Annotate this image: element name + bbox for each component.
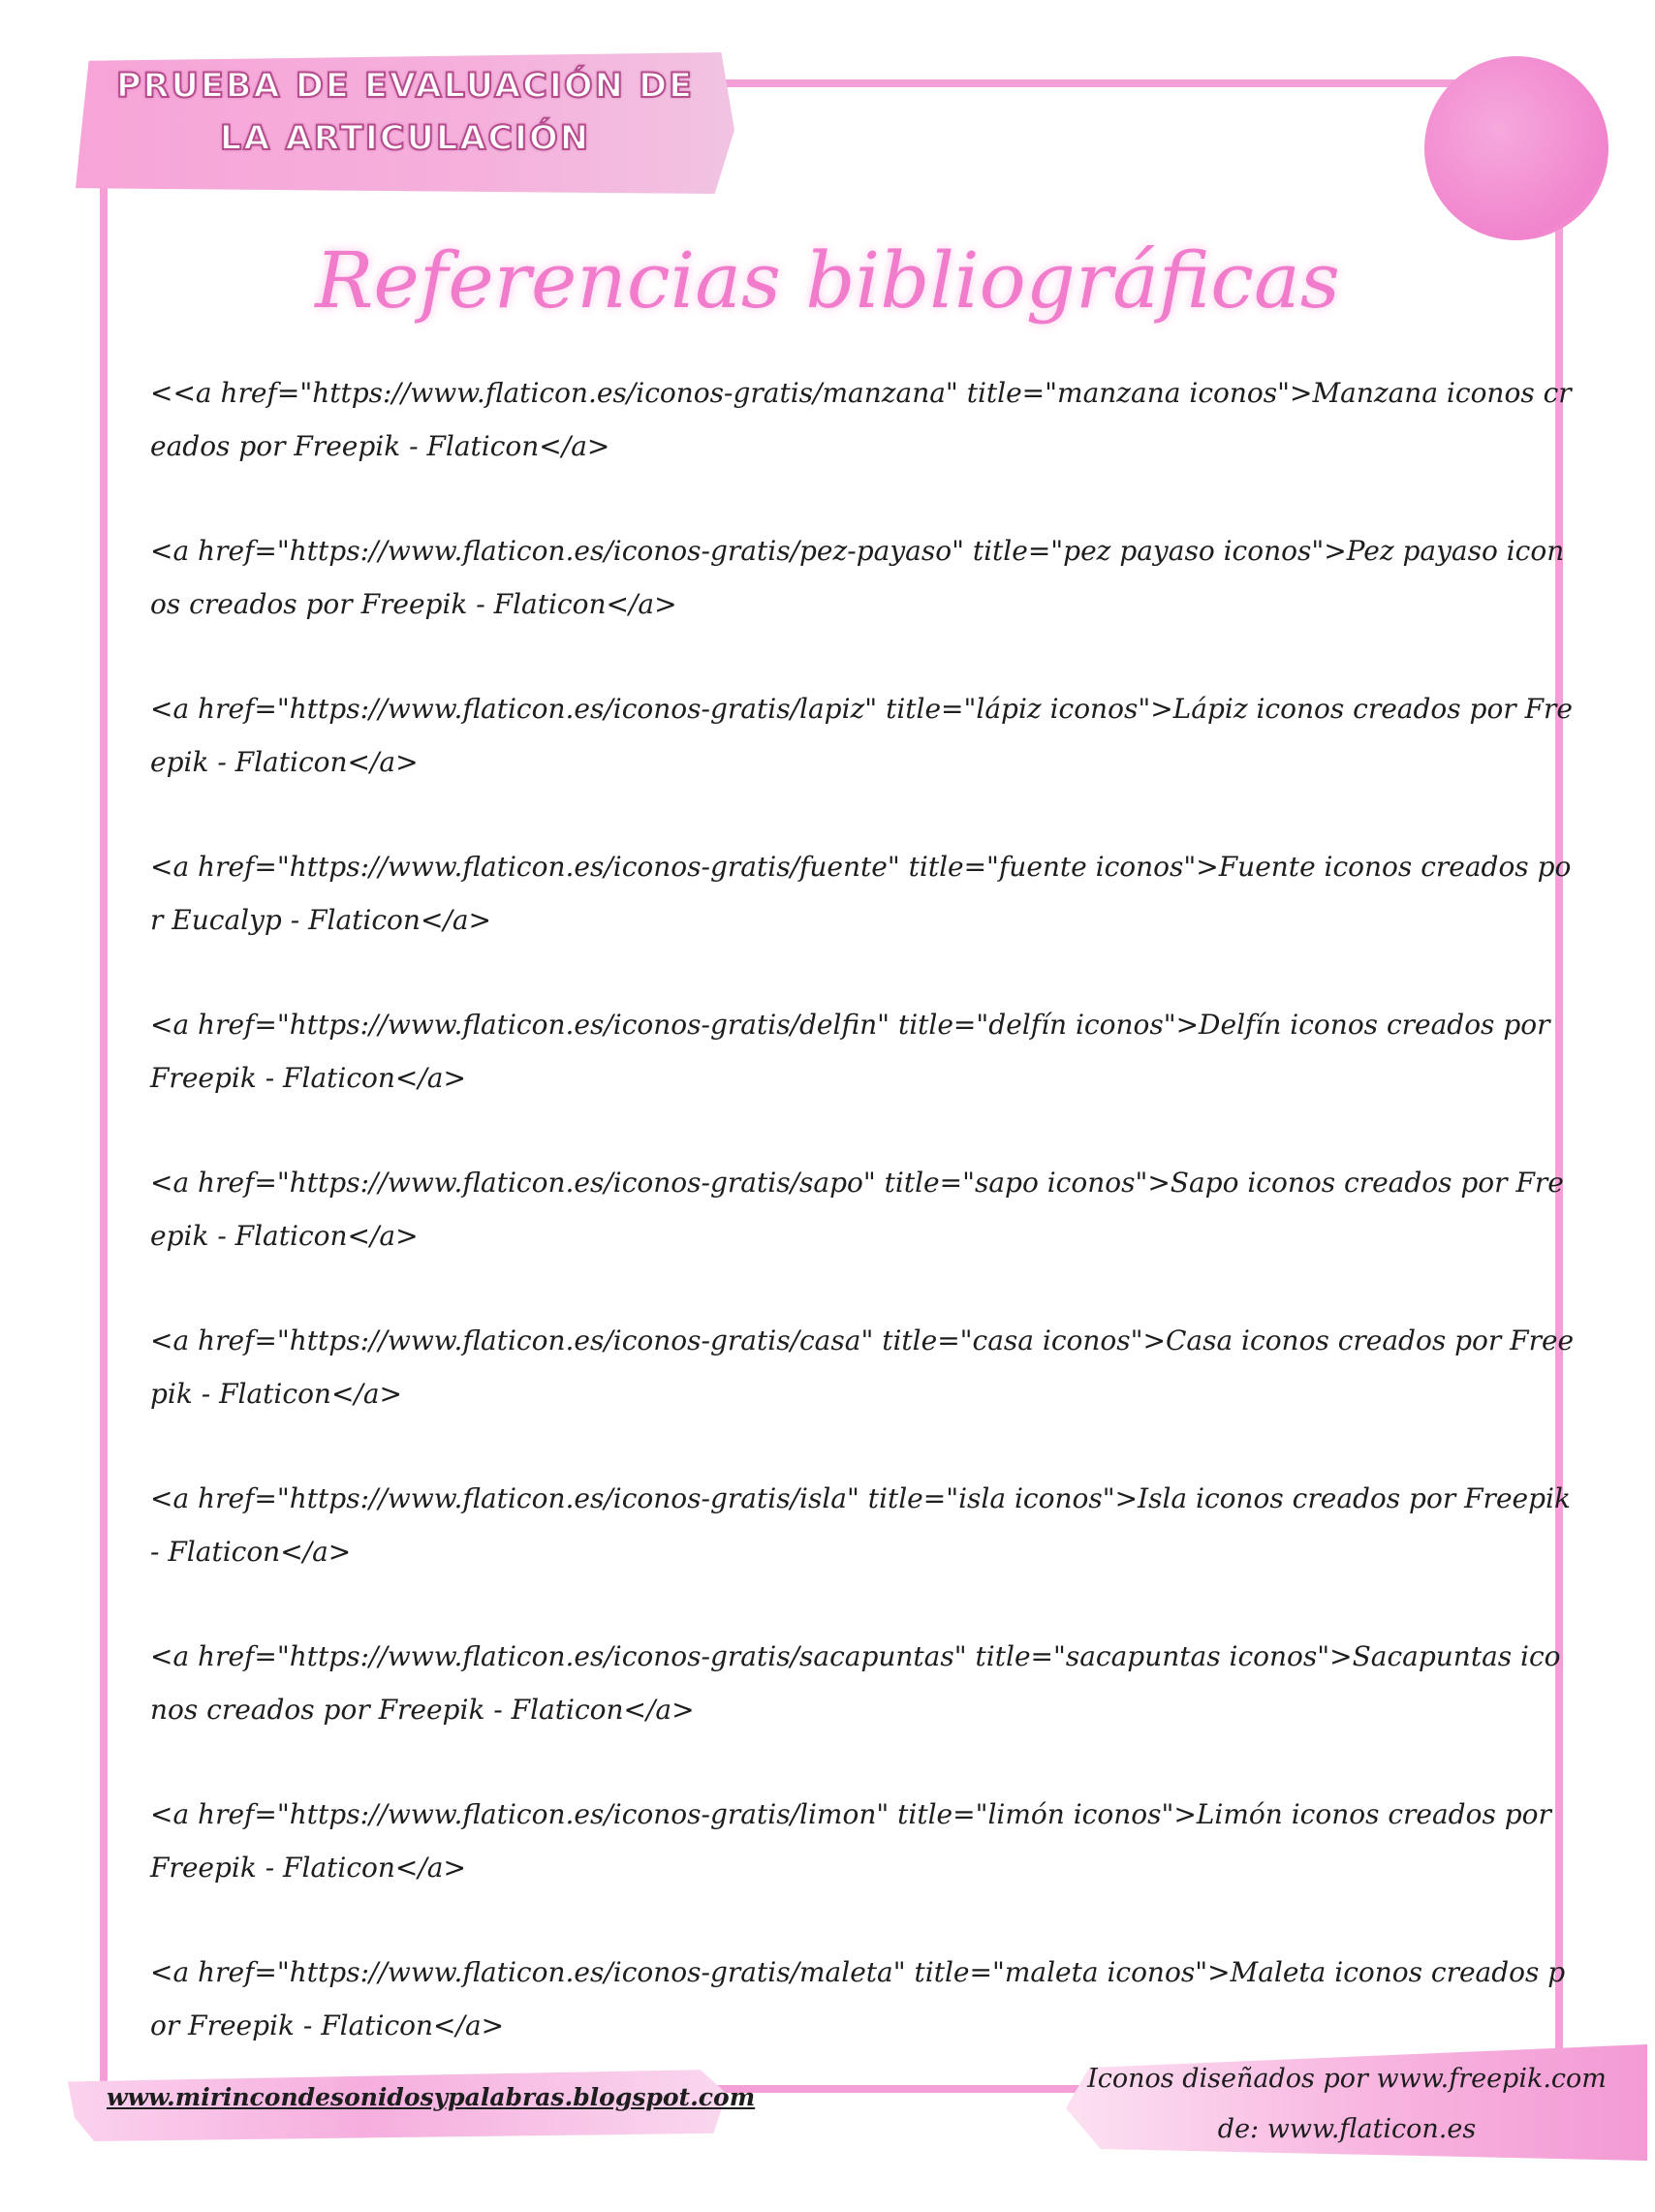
reference-item: <a href="https://www.flaticon.es/iconos-gratis/fuente" title="fuente iconos">Fuente iconos creados por Eucalyp - Flaticon</a> [150, 851, 1572, 936]
icon-credits-line2: de: www.flaticon.es [1217, 2114, 1477, 2144]
decorative-circle [1424, 56, 1608, 240]
reference-item: <a href="https://www.flaticon.es/iconos-gratis/casa" title="casa iconos">Casa iconos creados por Freepik - Flaticon</a> [150, 1324, 1575, 1410]
reference-item: <a href="https://www.flaticon.es/iconos-gratis/lapiz" title="lápiz iconos">Lápiz iconos creados por Freepik - Flaticon</a> [150, 693, 1573, 778]
header-title-line1: PRUEBA DE EVALUACIÓN DE [115, 67, 695, 106]
header-title [76, 60, 734, 165]
reference-item: <a href="https://www.flaticon.es/iconos-gratis/isla" title="isla iconos">Isla iconos creados por Freepik - Flaticon</a> [150, 1482, 1571, 1568]
page-title: Referencias bibliográficas [315, 235, 1340, 326]
reference-item: <a href="https://www.flaticon.es/iconos-gratis/maleta" title="maleta iconos">Maleta iconos creados por Freepik - Flaticon</a> [150, 1956, 1566, 2041]
blog-link[interactable]: www.mirincondesonidosypalabras.blogspot.com [107, 2083, 756, 2111]
reference-item: <<a href="https://www.flaticon.es/iconos-gratis/manzana" title="manzana iconos">Manzana iconos creados por Freepik - Flaticon</a> [150, 377, 1572, 462]
reference-item: <a href="https://www.flaticon.es/iconos-gratis/pez-payaso" title="pez payaso iconos">Pez payaso iconos creados por Freepik - Flaticon</a> [150, 535, 1565, 620]
reference-item: <a href="https://www.flaticon.es/iconos-gratis/delfin" title="delfín iconos">Delfín iconos creados por Freepik - Flaticon</a> [150, 1009, 1550, 1094]
icon-credits-line1: Iconos diseñados por www.freepik.com [1087, 2064, 1607, 2094]
header-title-line2: LA ARTICULACIÓN [219, 119, 591, 158]
reference-item: <a href="https://www.flaticon.es/iconos-gratis/sapo" title="sapo iconos">Sapo iconos creados por Freepik - Flaticon</a> [150, 1167, 1564, 1252]
references-list [150, 366, 1575, 2103]
reference-item: <a href="https://www.flaticon.es/iconos-gratis/sacapuntas" title="sacapuntas iconos">Sacapuntas iconos creados por Freepik - Flaticon</a> [150, 1640, 1561, 1726]
icon-credits [1085, 2054, 1608, 2155]
reference-item: <a href="https://www.flaticon.es/iconos-gratis/limon" title="limón iconos">Limón iconos creados por Freepik - Flaticon</a> [150, 1798, 1551, 1884]
